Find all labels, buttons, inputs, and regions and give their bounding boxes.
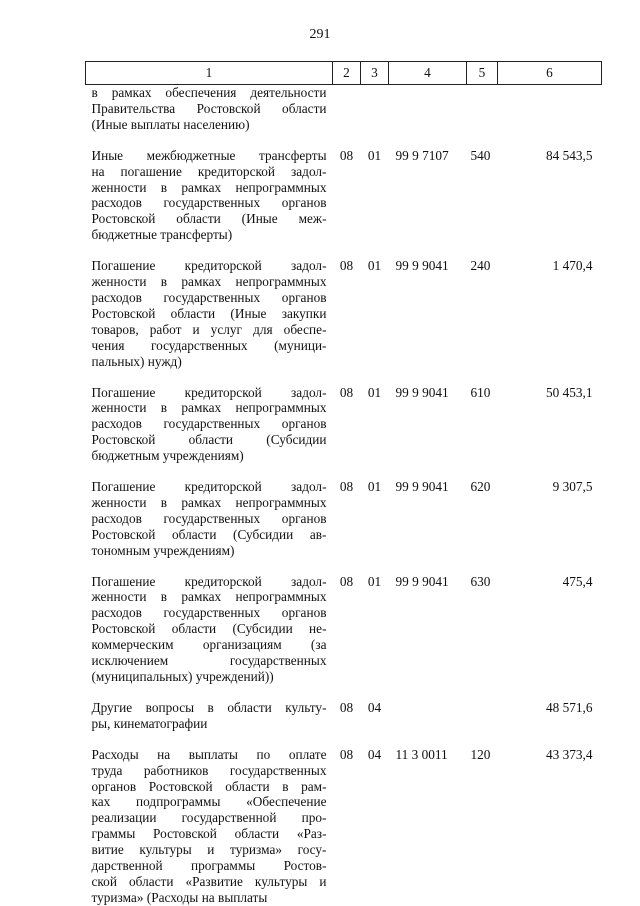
table-header: [86, 62, 602, 85]
description-line: женности в рамках непрограммных: [91, 400, 327, 416]
expense-type-code: 620: [470, 479, 491, 495]
table-row: [86, 385, 602, 465]
description-line: Ростовской области (Иные закупки: [91, 305, 327, 321]
page-number: 291: [309, 27, 331, 42]
table-row: [86, 747, 602, 906]
amount: 48 571,6: [545, 699, 593, 715]
description-line: Правительства Ростовской области: [91, 100, 327, 116]
target-article-code: 99 9 9041: [395, 479, 449, 495]
row-description: [86, 385, 333, 465]
row-description: [86, 747, 333, 906]
header-row: [86, 62, 602, 85]
description-line: Расходы на выплаты по оплате: [91, 746, 327, 762]
subsection-code: 01: [367, 384, 382, 400]
description-line: Погашение кредиторской задол-: [91, 573, 327, 589]
expense-type-code: [467, 85, 498, 133]
section-code: 08: [339, 147, 354, 163]
row-description: [86, 258, 333, 369]
expense-type-code: 240: [470, 258, 491, 274]
description-line: ры, кинематографии: [91, 715, 208, 731]
description-line: органов Ростовской области в рам-: [91, 778, 327, 794]
row-spacer: [86, 370, 602, 385]
amount: 50 453,1: [545, 384, 593, 400]
row-spacer: [86, 685, 602, 700]
target-article-code: 99 9 9041: [395, 573, 449, 589]
target-article-code: 99 9 7107: [395, 147, 449, 163]
row-description: [86, 479, 333, 559]
header-col-3: 3: [361, 62, 389, 85]
target-article-code: 99 9 9041: [395, 258, 449, 274]
table-row: [86, 574, 602, 685]
section-code: [333, 85, 361, 133]
row-spacer-cell: [86, 685, 602, 700]
budget-table: [85, 61, 602, 906]
description-line: исключением государственных: [91, 653, 327, 669]
description-line: бюджетные трансферты): [91, 227, 233, 243]
section-code: 08: [339, 258, 354, 274]
expense-type-code: 630: [470, 573, 491, 589]
amount: [498, 85, 602, 133]
description-line: пальных) нужд): [91, 353, 182, 369]
description-line: витие культуры и туризма» госу-: [91, 842, 327, 858]
row-spacer: [86, 133, 602, 148]
row-description: [86, 85, 333, 133]
description-line: бюджетным учреждениям): [91, 448, 244, 464]
target-article-code: 99 9 9041: [395, 384, 449, 400]
description-line: женности в рамках непрограммных: [91, 589, 327, 605]
table-row: [86, 148, 602, 243]
section-code: 08: [339, 573, 354, 589]
amount: 1 470,4: [552, 258, 593, 274]
amount: 84 543,5: [545, 147, 593, 163]
amount: 43 373,4: [545, 746, 593, 762]
description-line: товаров, работ и услуг для обеспе-: [91, 321, 327, 337]
description-line: Другие вопросы в области культу-: [91, 699, 327, 715]
description-line: Погашение кредиторской задол-: [91, 479, 327, 495]
table-row: [86, 479, 602, 559]
description-line: расходов государственных органов: [91, 195, 327, 211]
header-col-5: 5: [467, 62, 498, 85]
description-line: туризма» (Расходы на выплаты: [91, 889, 268, 905]
description-line: коммерческим организациям (за: [91, 637, 327, 653]
description-line: (Иные выплаты населению): [91, 116, 250, 132]
description-line: Ростовской области (Субсидии ав-: [91, 526, 327, 542]
subsection-code: 01: [367, 147, 382, 163]
subsection-code: 01: [367, 573, 382, 589]
amount: 9 307,5: [552, 479, 593, 495]
description-line: расходов государственных органов: [91, 510, 327, 526]
target-article-code: 11 3 0011: [395, 746, 448, 762]
subsection-code: 04: [367, 699, 382, 715]
description-line: труда работников государственных: [91, 762, 327, 778]
expense-type-code: 610: [470, 384, 491, 400]
header-col-6: 6: [498, 62, 602, 85]
amount: 475,4: [562, 573, 593, 589]
row-description: [86, 148, 333, 243]
description-line: в рамках обеспечения деятельности: [91, 85, 327, 100]
section-code: 08: [339, 479, 354, 495]
target-article-code: [389, 85, 467, 133]
subsection-code: 04: [367, 746, 382, 762]
header-col-4: 4: [389, 62, 467, 85]
description-line: Иные межбюджетные трансферты: [91, 147, 327, 163]
expense-type-code: 120: [470, 746, 491, 762]
description-line: реализации государственной про-: [91, 810, 327, 826]
row-spacer: [86, 732, 602, 747]
description-line: Ростовской области (Иные меж-: [91, 211, 327, 227]
row-spacer-cell: [86, 464, 602, 479]
description-line: Погашение кредиторской задол-: [91, 384, 327, 400]
description-line: тономным учреждениям): [91, 542, 235, 558]
description-line: Ростовской области (Субсидии: [91, 432, 327, 448]
description-line: женности в рамках непрограммных: [91, 494, 327, 510]
description-line: ской области «Развитие культуры и: [91, 873, 327, 889]
table-row: [86, 258, 602, 369]
section-code: 08: [339, 699, 354, 715]
table-row: [86, 85, 602, 133]
description-line: Погашение кредиторской задол-: [91, 258, 327, 274]
subsection-code: [361, 85, 389, 133]
header-col-2: 2: [333, 62, 361, 85]
row-spacer: [86, 464, 602, 479]
header-col-1: 1: [86, 62, 333, 85]
row-spacer-cell: [86, 133, 602, 148]
row-spacer-cell: [86, 732, 602, 747]
row-spacer-cell: [86, 559, 602, 574]
expense-type-code: 540: [470, 147, 491, 163]
description-line: женности в рамках непрограммных: [91, 179, 327, 195]
table-body: [86, 85, 602, 906]
description-line: дарственной программы Ростов-: [91, 858, 327, 874]
row-spacer-cell: [86, 243, 602, 258]
row-description: [86, 574, 333, 685]
description-line: Ростовской области (Субсидии не-: [91, 621, 327, 637]
description-line: чения государственных (муници-: [91, 337, 327, 353]
subsection-code: 01: [367, 479, 382, 495]
description-line: ках подпрограммы «Обеспечение: [91, 794, 327, 810]
section-code: 08: [339, 746, 354, 762]
description-line: расходов государственных органов: [91, 416, 327, 432]
row-spacer-cell: [86, 370, 602, 385]
description-line: (муниципальных) учреждений)): [91, 669, 274, 684]
subsection-code: 01: [367, 258, 382, 274]
row-spacer: [86, 243, 602, 258]
description-line: расходов государственных органов: [91, 605, 327, 621]
description-line: на погашение кредиторской задол-: [91, 163, 327, 179]
description-line: расходов государственных органов: [91, 289, 327, 305]
row-description: [86, 700, 333, 732]
row-spacer: [86, 559, 602, 574]
table-row: [86, 700, 602, 732]
target-article-code: [389, 700, 467, 732]
description-line: женности в рамках непрограммных: [91, 274, 327, 290]
section-code: 08: [339, 384, 354, 400]
expense-type-code: [467, 700, 498, 732]
description-line: граммы Ростовской области «Раз-: [91, 826, 327, 842]
